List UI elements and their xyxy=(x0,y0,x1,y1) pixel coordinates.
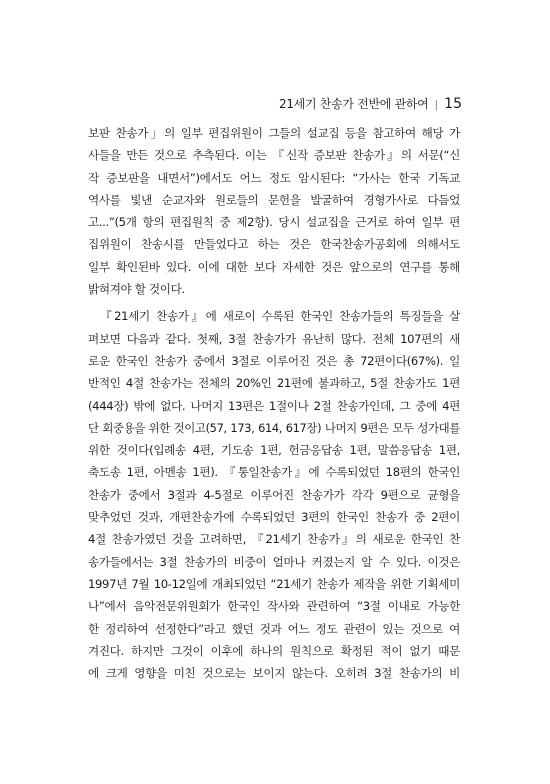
paragraph xyxy=(88,305,460,684)
text-line: 반적인 4절 찬송가는 전체의 20%인 21편에 불과하고, 5절 찬송가도 1편 xyxy=(88,376,460,391)
text-line: 역사를 빛낸 순교자와 원로들의 문헌을 발굴하여 경형가사로 다듬었 xyxy=(88,192,460,207)
body-text xyxy=(88,122,460,684)
paragraph xyxy=(88,122,460,300)
text-line: 펴보면 다음과 같다. 첫째, 3절 찬송가가 유난히 많다. 전체 107편의 새 xyxy=(88,331,460,346)
running-head-separator: | xyxy=(434,98,439,111)
text-line: 축도송 1편, 아멘송 1편). 『통일찬송가』에 수록되었던 18편의 한국인 xyxy=(88,465,460,480)
text-line: 로운 한국인 찬송가 중에서 3절로 이루어진 것은 총 72편이다(67%). 일 xyxy=(88,353,460,368)
text-line: 1997년 7월 10-12일에 개최되었던 “21세기 찬송가 제작을 위한 기획세미 xyxy=(88,576,460,591)
text-line: 위한 것이다(입례송 4편, 기도송 1편, 헌금응답송 1편, 말씀응답송 1편, xyxy=(88,443,460,458)
text-line: 단 회중용을 위한 것이고(57, 173, 614, 617장) 나머지 9편은 모두 성가대를 xyxy=(88,420,460,435)
text-line: 작 증보판을 내면서”)에서도 어느 정도 암시된다: “가사는 한국 기독교 xyxy=(88,170,460,185)
text-line: 찬송가 중에서 3절과 4-5절로 이루어진 찬송가가 각각 9편으로 균형을 xyxy=(88,487,460,502)
text-line: 송가들에서는 3절 찬송가의 비중이 얼마나 커졌는지 알 수 있다. 이것은 xyxy=(88,554,460,569)
text-line: 맞추었던 것과, 개편찬송가에 수록되었던 3편의 한국인 찬송가 중 2편이 xyxy=(88,510,460,525)
text-line: 고...”(5개 항의 편집원칙 중 제2항). 당시 설교집을 근거로 하여 일부 편 xyxy=(88,215,460,230)
running-head xyxy=(279,95,462,112)
text-line: 겨진다. 하지만 그것이 이후에 하나의 원칙으로 확정된 적이 없기 때문 xyxy=(88,643,460,658)
running-head-title: 21세기 찬송가 전반에 관하여 xyxy=(279,97,429,111)
text-line: 한 정리하여 선정한다”라고 했던 것과 어느 정도 관련이 있는 것으로 여 xyxy=(88,621,460,636)
text-line: 밝혀져야 할 것이다. xyxy=(88,282,185,297)
text-line: 『21세기 찬송가』에 새로이 수록된 한국인 찬송가들의 특징들을 살 xyxy=(100,309,460,324)
text-line: (444장) 밖에 없다. 나머지 13편은 1절이나 2절 찬송가인데, 그 중에 4편 xyxy=(88,398,460,413)
text-line: 4절 찬송가였던 것을 고려하면, 『21세기 찬송가』의 새로운 한국인 찬 xyxy=(88,532,460,547)
text-line: 보판 찬송가」의 일부 편집위원이 그들의 설교집 등을 참고하여 해당 가 xyxy=(88,126,460,140)
text-line: 나”에서 음악전문위원회가 한국인 작사와 관련하여 “3절 이내로 가능한 xyxy=(88,599,460,614)
text-line: 집위원이 찬송시를 만들었다고 하는 것은 한국찬송가공회에 의해서도 xyxy=(88,237,460,252)
text-line: 에 크게 영향을 미친 것으로는 보이지 않는다. 오히려 3절 찬송가의 비 xyxy=(88,666,460,681)
text-line: 사들을 만든 것으로 추측된다. 이는 『신작 증보판 찬송가』의 서문(“신 xyxy=(88,148,460,163)
text-line: 일부 확인된바 있다. 이에 대한 보다 자세한 것은 앞으로의 연구를 통해 xyxy=(88,259,460,274)
page-number: 15 xyxy=(444,96,462,112)
